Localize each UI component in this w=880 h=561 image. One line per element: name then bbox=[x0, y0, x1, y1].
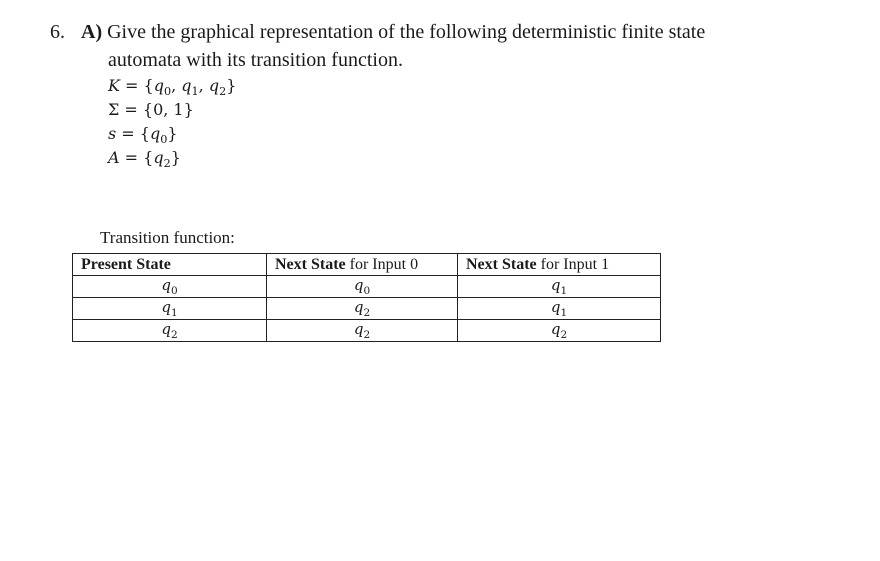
header-rest: for Input 0 bbox=[345, 255, 419, 273]
question-line-1: Give the graphical representation of the following deterministic finite state bbox=[107, 21, 706, 43]
state-letter: q bbox=[550, 276, 561, 294]
transition-function-label: Transition function: bbox=[100, 228, 235, 247]
table-cell bbox=[458, 320, 661, 342]
k-sub-2: 2 bbox=[219, 85, 227, 99]
s-close: } bbox=[167, 124, 178, 143]
a-state: q bbox=[153, 148, 164, 167]
table-cell bbox=[73, 298, 267, 320]
dfa-definitions bbox=[108, 74, 236, 170]
definition-s bbox=[108, 122, 236, 146]
table-cell bbox=[267, 298, 458, 320]
s-eq: = { bbox=[116, 124, 150, 143]
question-heading bbox=[50, 18, 810, 46]
s-state: q bbox=[149, 124, 161, 143]
k-eq: = { bbox=[119, 76, 154, 95]
table-cell bbox=[73, 320, 267, 342]
k-state-1: q bbox=[181, 76, 192, 95]
transition-table bbox=[72, 253, 661, 342]
state-index: 2 bbox=[363, 329, 371, 341]
k-sub-0: 0 bbox=[163, 85, 172, 99]
k-sub-1: 1 bbox=[191, 85, 199, 99]
table-cell bbox=[73, 276, 267, 298]
definition-a bbox=[108, 146, 236, 170]
header-next-state-1 bbox=[458, 254, 661, 276]
state-letter: q bbox=[353, 276, 364, 294]
table-cell bbox=[458, 298, 661, 320]
state-index: 1 bbox=[560, 285, 568, 297]
header-bold: Next State bbox=[275, 255, 346, 273]
table-header-row bbox=[73, 254, 661, 276]
table-cell bbox=[267, 320, 458, 342]
state-letter: q bbox=[550, 298, 561, 316]
k-state-2: q bbox=[208, 76, 220, 95]
table-row bbox=[73, 298, 661, 320]
table-row bbox=[73, 276, 661, 298]
state-index: 1 bbox=[560, 307, 568, 319]
a-sub: 2 bbox=[163, 157, 171, 171]
state-index: 2 bbox=[560, 329, 568, 341]
question-line-2: automata with its transition function. bbox=[108, 49, 403, 71]
question-number: 6. bbox=[50, 21, 65, 43]
header-bold: Present State bbox=[81, 255, 171, 273]
sigma-symbol: Σ bbox=[108, 100, 120, 119]
state-letter: q bbox=[353, 298, 364, 316]
k-comma: , bbox=[198, 76, 209, 95]
state-letter: q bbox=[550, 320, 561, 338]
state-index: 2 bbox=[170, 329, 178, 341]
a-symbol: A bbox=[108, 148, 120, 167]
state-letter: q bbox=[353, 320, 364, 338]
header-bold: Next State bbox=[466, 255, 537, 273]
s-sub: 0 bbox=[160, 133, 168, 147]
state-letter: q bbox=[161, 276, 171, 294]
definition-k bbox=[108, 74, 236, 98]
state-index: 2 bbox=[363, 307, 371, 319]
header-rest: for Input 1 bbox=[536, 255, 610, 273]
sigma-value: = {0, 1} bbox=[119, 100, 194, 119]
k-close: } bbox=[226, 76, 237, 95]
table-cell bbox=[458, 276, 661, 298]
definition-sigma bbox=[108, 98, 236, 122]
a-eq: = { bbox=[119, 148, 154, 167]
s-symbol: s bbox=[108, 124, 117, 143]
question-part: A) bbox=[81, 21, 103, 43]
state-letter: q bbox=[161, 298, 171, 316]
k-state-0: q bbox=[153, 76, 164, 95]
a-close: } bbox=[170, 148, 181, 167]
state-index: 0 bbox=[363, 285, 371, 297]
header-present-state bbox=[73, 254, 267, 276]
k-comma: , bbox=[171, 76, 182, 95]
k-symbol: K bbox=[108, 76, 120, 95]
header-next-state-0 bbox=[267, 254, 458, 276]
state-letter: q bbox=[161, 320, 171, 338]
state-index: 1 bbox=[170, 307, 178, 319]
table-cell bbox=[267, 276, 458, 298]
table-row bbox=[73, 320, 661, 342]
state-index: 0 bbox=[170, 285, 178, 297]
